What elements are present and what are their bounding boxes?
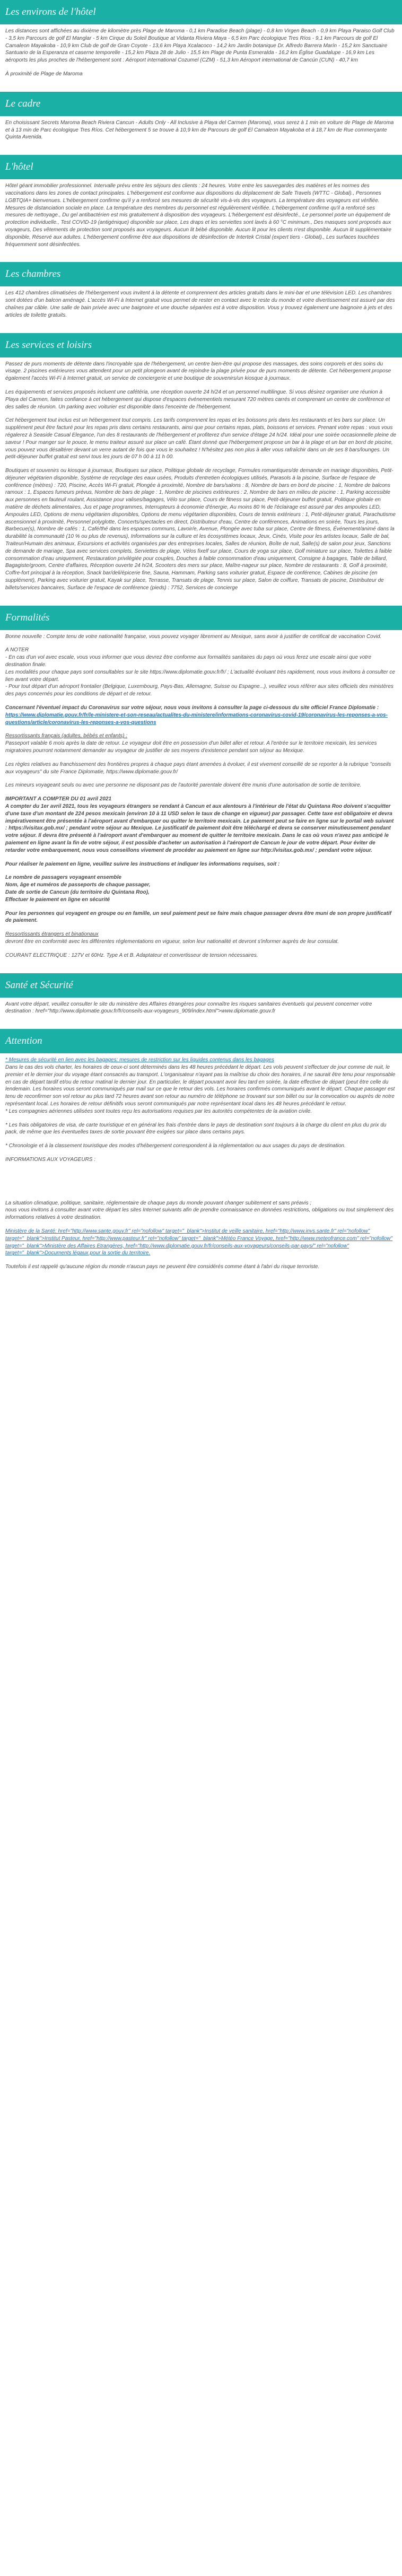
services-amenities-list: Boutiques et souvenirs ou kiosque à journaux, Boutiques sur place, Politique globale de recyclage, Formules romantiques/de demande en mariage disponibles, Petit-déjeuner végétarien disponible, Système de recyclage des eaux usées, Produits d'entretien écologiques utilisés, Parasols à la piscine, Surface de l'espace de conférence (mètres) : 720, Piscine, Accès Wi-Fi gratuit, Plongée à proximité, Nombre de bars/salons : 8, Nombre de bars en bord de piscine : 1, Nombre de balcons ramoux : 1, Espaces fumeurs prévus, Nombre de bars de plage : 1, Nombre de piscines extérieures : 2, Nombre de bars en milieu de piscine : 1, Parking accessible aux personnes en fauteuil roulant, Assistance pour valises/bagages, Vélo sur place, Cours de fitness sur place, Petit-déjeuner buffet gratuit, Politique globale en matière de déchets alimentaires, Jus et page programmes, Interrupteurs à économie d'énergie, Au moins 80 % de l'éclairage est assuré par des ampoules LED, Ampoules LED, Options de menu végétarien disponibles, Options de menu végétarien disponibles, Cours de tennis extérieurs : 1, Petit-déjeuner gratuit, Parachutisme ascensionnel à proximité, Personnel polyglotte, Concerts/spectacles en direct, Distributeur d'eau, Centre de conférences, Animations en soirée, Tours les jours, Barbecue(s), Nombre de cafés : 1, Café/thé dans les espaces communs, Lavoir/e, Avenue, Plongée avec tuba sur place, Centre de fitness, Événement/animé dans la durabilité la communauté (10 % ou plus de revenus), Informations sur la culture et les écosystèmes locaux, Jeux, Cinés, Visite pour les artistes locaux, Salle de bal, Traiteur/Humain des animaux, Excursions et activités organisées par des entreprises locales, Salles de réunion, Boîte de nuit, Salle(s) de salon pour jeux, Sanctions de demande de mariage, Spa avec services complets, Serviettes de plage, Vélos fixelf sur place, Cours de yoga sur place, Golf miniature sur place, Toilettes à faible consommation d'eau uniquement, Restauration privilégiée pour couples, Douches à faible consommation d'eau uniquement, Consigne à bagages, Table de billard, Bagagiste/groom, Centre d'affaires, Réception ouverte 24 h/24, Scooters des mers sur place, Maître-nageur sur place, Nombre de restaurants : 8, Golf à proximité, Coffre-fort principal à la réception, Snack bar/deli/épicerie fine, Sauna, Hammam, Parking sans voiturier gratuit, Espace de conférence, Cabines de piscine (en supplément), Parking avec voiturier gratuit, Kayak sur place, Terrasse, Transats de plage, Tennis sur place, Salon de coiffure, Transats de piscine, Distributeur de billets/services bancaires, Surface de l'espace de conférence (pieds) : 7752, Services de concierge — [5, 468, 396, 591]
attention-baggage-link[interactable]: * Mesures de sécurité en lien avec les bagages: mesures de restriction sur les liquides contenus dans les bagages — [5, 1057, 274, 1063]
section-title-attention: Attention — [0, 1029, 402, 1053]
payment-item-3: Date de sortie de Cancun (du territoire du Quintana Roo), — [5, 889, 150, 895]
section-title-hotel: L'hôtel — [0, 155, 402, 179]
formalities-group-text: Pour les personnes qui voyagent en groupe ou en famille, un seul paiement peut se faire mais chaque passager devra être muni de son propre justificatif de paiement. — [5, 910, 391, 924]
formalities-foreign-text: devront être en conformité avec les différentes réglementations en vigueur, selon leur nationalité et devront s'informer auprès de leur consulat. — [5, 938, 339, 945]
section-title-rooms: Les chambres — [0, 262, 402, 286]
section-title-setting: Le cadre — [0, 92, 402, 116]
formalities-minors-text: Passeport valable 6 mois après la date de retour. Le voyageur doit être en possession d'un billet aller et retour. A l'entrée sur le territoire mexicain, les services migratoires pourront notamment demander au voyageur de justifier de ses moyens d'existence pendant son séjour au Mexique. — [5, 740, 377, 754]
hotel-text: Hôtel géant immobilier professionnel. Intervalle prévu entre les séjours des clients : 24 heures. Votre entre les sauvegardes des matières et les normes des vaccinations dans les zones de contact principales. L'hébergement est conforme aux dispositions du déplacement de Safe Travels (WTTC - Global)., Personnes LGBTQIA+ bienvenues. L'hébergement confirme qu'il y a renforcé ses mesures de sécurité vis-à-vis des voyageurs. La température des voyageurs est vérifiée. Mesures de distanciation sociale en place. La température des membres du personnel est régulièrement vérifiée. L'hébergement confirme qu'il a renforcé ses mesures de nettoyage., Du gel antibactérien est mis gratuitement à disposition des voyageurs. L'hébergement est désinfecté., Le personnel porte un équipement de protection individuelle., Test COVID-19 (antigénique) disponible sur place, Les draps et les serviettes sont lavés à 60 °C minimum., Des masques sont proposés aux voyageurs, Des vêtements de protection sont proposés aux voyageurs. Aucun lit bébé disponible. Aucun lit pour les clients n'est disponible. Aucun lit supplémentaire disponible, Réservé aux adultes. L'hébergement confirme être aux dispositions de désinfection de Intertek Cristal (expert tiers - Global)., Les surfaces touchées fréquemment sont désinfectées. — [5, 183, 391, 248]
section-title-health: Santé et Sécurité — [0, 973, 402, 998]
formalities-note-1: - En cas d'un vol avec escale, vous vous informer que vous devrez être conforme aux formalités sanitaires du pays où vous ferez une escale ainsi que votre destination finale. — [5, 654, 372, 668]
rooms-text: Les 412 chambres climatisées de l'hébergement vous invitent à la détente et comprennent des articles gratuits dans le mini-bar et une télévision LED. Les chambres sont dotées d'un balcon aménagé. L'accès Wi-Fi à Internet gratuit vous permet de rester en contact avec le reste du monde et votre divertissement est assuré par des chaînes par câble. Une salle de bain privée avec une baignoire et une douche séparées est à votre disposition. Vous y trouvez également une baignoire à jets et des articles de toilette gratuits. — [5, 290, 395, 318]
formalities-corona-heading: Concernant l'éventuel impact du Coronavirus sur votre séjour, nous vous invitons à consulter la page ci-dessous du site officiel France Diplomatie : — [5, 705, 379, 711]
payment-item-2: Nom, âge et numéros de passeports de chaque passager, — [5, 882, 151, 888]
section-title-formalities: Formalités — [0, 606, 402, 630]
attention-fees: * Les frais obligatoires de visa, de carte touristique et en général les frais d'entrée dans le pays de destination sont toujours à la charge du client en plus du prix du pack, de même que les éventuelles taxes de sortie pouvant être exigées sur place dans certains pays. — [5, 1122, 387, 1136]
payment-item-1: Le nombre de passagers voyageant ensemble — [5, 875, 121, 881]
attention-footer: Toutefois il est rappelé qu'aucune région du monde n'aucun pays ne peuvent être considérés comme étant à l'abri du risque terroriste. — [5, 1264, 320, 1270]
formalities-note-heading: A NOTER — [5, 647, 29, 653]
formalities-note-2: Les modalités pour chaque pays sont consultables sur le site https://www.diplomatie.gouv.fr/fr/ ; L'actualité évoluant très rapidement, nous vous invitons à consulter ce lien avant votre départ. — [5, 669, 395, 683]
section-title-surroundings: Les environs de l'hôtel — [0, 0, 402, 24]
formalities-important-heading: IMPORTANT A COMPTER DU 01 avril 2021 — [5, 796, 112, 802]
section-hotel — [0, 155, 402, 262]
formalities-intro: Bonne nouvelle : Compte tenu de votre nationalité française, vous pouvez voyager librement au Mexique, sans avoir à justifier de certificat de vaccination Covid. — [5, 633, 382, 640]
formalities-foreign-heading: Ressortissants étrangers et binationaux — [5, 931, 99, 938]
attention-links[interactable]: Ministère de la Santé: href="http://www.sante.gouv.fr" rel="nofollow" target="_blank">Institut de veille sanitaire, href="http://www.invs.sante.fr" rel="nofollow" target="_blank">Institut Pasteur, href="http://www.pasteur.fr" rel="nofollow" target="_blank">Météo France Voyage, href="http://www.meteofrance.com" rel="nofollow" target="_blank">Ministère des Affaires Etrangères, href="http://www.diplomatie.gouv.fr/fr/conseils-aux-voyageurs/conseils-par-pays/" rel="nofollow" target="_blank">Documents légaux pour la sortie du territoire. — [5, 1228, 393, 1256]
services-spa: Passez de purs moments de détente dans l'incroyable spa de l'hébergement, un centre bien-être qui propose des massages, des soins corporels et des soins du visage. 2 piscines extérieures vous attendent pour un petit plongeon avant de rejoindre la plage privée pour de purs moments de détente. Cet hébergement propose également l'accès Wi-Fi à Internet gratuit, un service de conciergerie et une boutique de souvenirs/un kiosque à journaux. — [5, 361, 391, 382]
surroundings-distances: Les distances sont affichées au dixième de kilomètre près Plage de Maroma - 0,1 km Paradise Beach (plage) - 0,8 km Virgen Beach - 0,9 km Playa Paraiso Golf Club - 3,5 km Parcours de golf El Manglar - 5 km Cirque du Soleil Boutique at Vidanta Riviera Maya - 6,5 km Parc écologique Tres Ríos - 9,1 km Parcours de golf El Camaleon Mayakoba - 10,9 km Club de golf de Gran Coyote - 13,6 km Playa Xcalacoco - 14,2 km Jardin botanique Dr. Alfredo Barrera Marín - 15,2 km Sanctuaire Santuario de la Esperanza et caserne temporelle - 15,2 km Plaza 28 de Julio - 15,5 km Plage de Punta Esmeralda - 16,2 km Église Guadalupe - 16,9 km Les aéroports les plus proches de l'hébergement sont : Aéroport international Cozumel (CZM) - 51,3 km Aéroport international de Cancún (CUN) - 40,7 km — [5, 28, 395, 64]
surroundings-nearby: À proximité de Plage de Maroma — [5, 71, 83, 77]
formalities-corona-link[interactable]: https://www.diplomatie.gouv.fr/fr/le-ministere-et-son-reseau/actualites-du-ministere/informations-coronavirus-covid-19/coronavirus-les-reponses-a-vos-questions/article/coronavirus-les-reponses-a-vos-questions — [5, 712, 388, 726]
formalities-minors-heading: Ressortissants français (adultes, bébés et enfants) : — [5, 733, 128, 739]
health-text: Avant votre départ, veuillez consulter le site du ministère des Affaires étrangères pour connaître les risques sanitaires éventuels qui peuvent concerner votre destination : href="http://www.diplomatie.gouv.fr/fr/conseils-aux-voyageurs_909/index.html">www.diplomatie.gouv.fr — [5, 1001, 372, 1015]
formalities-note-3: - Pour tout départ d'un aéroport frontalier (Belgique, Luxembourg, Pays-Bas, Allemagne, Suisse ou Espagne...), veuillez vous référer aux sites officiels des ministères des pays concernés pour les conditions de départ et de retour. — [5, 684, 394, 697]
formalities-payment-heading: Pour réaliser le paiement en ligne, veuillez suivre les instructions et indiquer les informations requises, soit : — [5, 861, 280, 867]
formalities-rules-text: Les règles relatives au franchissement des frontières propres à chaque pays étant amenées à évoluer, il est vivement conseillé de se reporter à la rubrique "conseils aux voyageurs" du site France Diplomatie, https://www.diplomatie.gouv.fr/ — [5, 761, 391, 775]
payment-item-4: Effectuer le paiement en ligne en sécurité — [5, 896, 110, 903]
section-rooms — [0, 262, 402, 333]
section-title-services: Les services et loisirs — [0, 333, 402, 357]
attention-info-heading: INFORMATIONS AUX VOYAGEURS : — [5, 1156, 96, 1163]
section-attention — [0, 1029, 402, 1285]
section-health — [0, 973, 402, 1029]
attention-classification: * Chronologie et à la classement touristique des modes d'hébergement correspondent à la réglementation ou aux usages du pays de destination. — [5, 1143, 346, 1149]
setting-text: En choisissant Secrets Maroma Beach Riviera Cancun - Adults Only - All Inclusive à Playa del Carmen (Maroma), vous serez à 1 min en voiture de Plage de Maroma et à 13 min de Parc écologique Tres Ríos. Cet hébergement 5 se trouve à 10,9 km de Parcours de golf El Camaleon Mayakoba et à 18,7 km de Rue commerçante Quinta Avenida. — [5, 119, 394, 141]
services-dining: Cet hébergement tout inclus est un hébergement tout compris. Les tarifs comprennent les repas et les boissons pris dans les restaurants et les bars sur place. Un supplément peut être facturé pour les repas pris dans certains restaurants, ainsi que pour certains repas, plats, boissons et services. Prenant votre repas : vous vous régalerez à Seaside Casual Elegance, l'un des 8 restaurants de l'hébergement et profiterez d'un service d'étage 24 h/24. Idéal pour une soirée occasionnelle pleine de saveur ! Pour manger sur le pouce, le menu traiteur assuré sur place un café. Étant donné que l'hébergement propose un bar à la plage et un bar en bord de piscine, vous pouvez vous désaltérer devant un verre autant de fois que vous le souhaitez ! N'hésitez pas non plus à aller vous rafraîchir dans un de ses 8 bars/lounges. Un petit-déjeuner buffet gratuit est servi tous les jours de 07 h 00 à 11 h 00. — [5, 417, 397, 460]
section-formalities — [0, 606, 402, 973]
formalities-current: COURANT ELECTRIQUE : 127V et 60Hz. Type A et B. Adaptateur et convertisseur de tension nécessaires. — [5, 952, 258, 958]
section-services — [0, 333, 402, 606]
attention-info-text: La situation climatique, politique, sanitaire, réglementaire de chaque pays du monde pouvant changer subitement et sans préavis ; nous vous invitons à consulter avant votre départ les sites Internet suivants afin de prendre connaissance en données restrictions, obligations ou tout simplement des informations relatives à votre destination. — [5, 1200, 394, 1221]
formalities-minors-rule: Les mineurs voyageant seuls ou avec une personne ne disposant pas de l'autorité parentale doivent être munis d'une autorisation de sortie de territoire. — [5, 782, 362, 789]
section-setting — [0, 92, 402, 155]
attention-airlines: * Les compagnies aériennes utilisées sont toutes reçu les autorisations requises par les autorités compétentes de la aviation civile. — [5, 1108, 312, 1114]
attention-flights: Dans le cas des vols charter, les horaires de ceux-ci sont déterminés dans les 48 heures précédant le départ. Les vols peuvent s'effectuer de jour comme de nuit, le premier et le dernier jour du voyage étant consacrés au transport. L'organisateur n'ayant pas la maîtrise du choix des horaires, il ne saurait être tenu pour responsable en cas de départ tardif et/ou de retour matinal le dernier jour. En particulier, le départ pouvant avoir lieu tard en soirée, la date effective de départ (peut être celle du lendemain. Les horaires vous seront communiqués par mail sur ce que le retour des vols. Les horaires confirmés communiqués avant le départ. Chaque passager est tenu de reconfirmer son vol retour au plus tard 72 heures avant son retour au numéro de téléphone se trouvant sur son billet ou sur la convocation ou auprès de notre représentant local. Les horaires de retour définitifs vous seront communiqués par notre représentant local dans les 48 heures précédant le retour. — [5, 1064, 396, 1107]
formalities-important-text: A compter du 1er avril 2021, tous les voyageurs étrangers se rendant à Cancun et aux alentours à l'intérieur de l'état du Quintana Roo doivent s'acquitter d'une taxe d'un montant de 224 pesos mexicain (environ 10 à 11 USD selon le taux de change en vigueur) par passager. Cette taxe est obligatoire et devra impérativement être présentée à l'aéroport avant d'embarquer ou quitter le territoire mexicain. Le paiement peut se faire en ligne sur le portail web suivant : https://visitax.gob.mx/ ; pendant votre séjour au Mexique. Le justificatif de paiement doit être téléchargé et devra se conserver minutieusement pendant votre séjour. Il devra être présenté à l'aéroport avant d'embarquer au moment de quitter le territoire mexicain. Dans le cas où vous n'avez pas anticipé le paiement en ligne avant la fin de votre séjour, il est possible d'acheter un autorisation à l'aéroport de Cancun le jour de votre départ. Pour éviter de retarder votre embarquement, nous vous conseillons vivement de procéder au paiement en ligne sur http://visitax.gob.mx/ ; pendant votre séjour. — [5, 803, 394, 853]
section-surroundings — [0, 0, 402, 92]
services-equipment: Les équipements et services proposés incluent une cafétéria, une réception ouverte 24 h/24 et un personnel multilingue. Si vous désirez organiser une réunion à Playa del Carmen, faites confiance à cet hébergement qui dispose d'espaces événementiels mesurant 720 mètres carrés et comprenant un centre de conférence et des salles de réunion. Un parking avec voiturier est disponible dans l'enceinte de l'hébergement. — [5, 389, 390, 410]
